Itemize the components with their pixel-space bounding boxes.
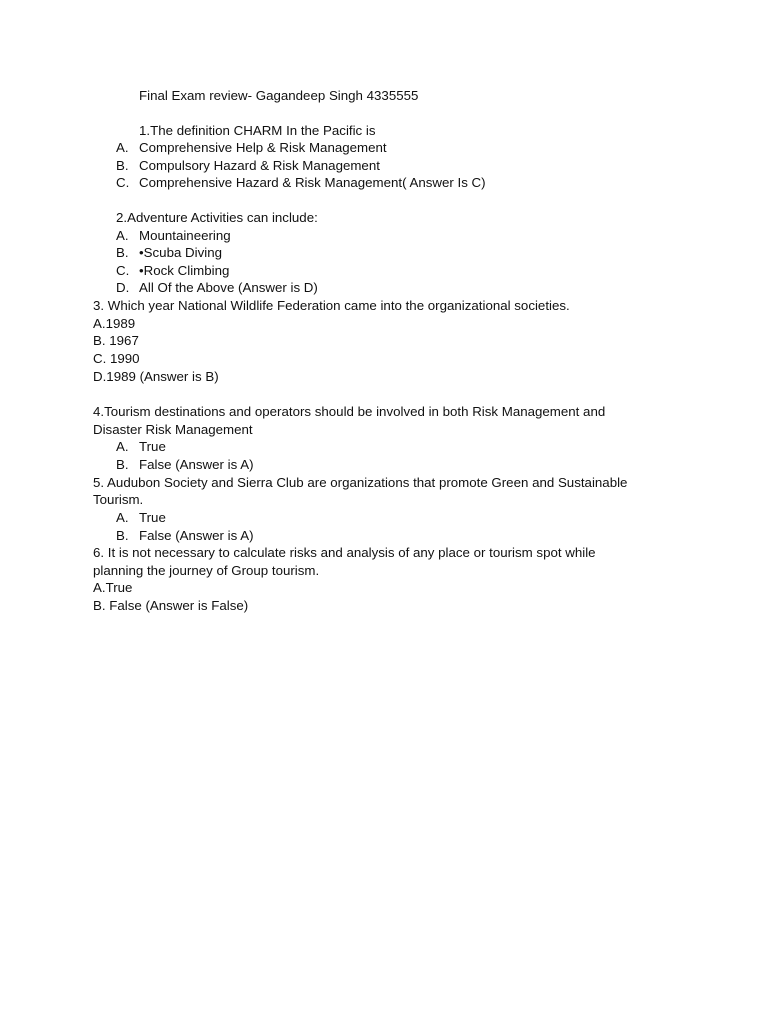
- option-marker: A.: [116, 510, 129, 525]
- question-4-line-1: 4.Tourism destinations and operators should be involved in both Risk Management and: [93, 404, 606, 419]
- question-6-line-2: planning the journey of Group tourism.: [93, 563, 320, 578]
- question-3: 3. Which year National Wildlife Federation came into the organizational societies.: [93, 298, 570, 313]
- question-6-line-1: 6. It is not necessary to calculate risks and analysis of any place or tourism spot while: [93, 545, 596, 560]
- q3-option-a: A.1989: [93, 316, 136, 331]
- q3-option-b: B. 1967: [93, 333, 139, 348]
- q6-option-a: A.True: [93, 580, 133, 595]
- option-text: True: [139, 510, 166, 525]
- option-text: False (Answer is A): [139, 457, 254, 472]
- option-marker: A.: [116, 439, 129, 454]
- option-text: True: [139, 439, 166, 454]
- q6-option-b: B. False (Answer is False): [93, 598, 249, 613]
- option-marker: B.: [116, 245, 129, 260]
- option-text: Comprehensive Hazard & Risk Management( Answer Is C): [139, 175, 486, 190]
- question-4-line-2: Disaster Risk Management: [93, 422, 253, 437]
- option-text: Comprehensive Help & Risk Management: [139, 140, 387, 155]
- q3-option-c: C. 1990: [93, 351, 140, 366]
- option-marker: B.: [116, 457, 129, 472]
- option-text: False (Answer is A): [139, 528, 254, 543]
- question-5-line-2: Tourism.: [93, 492, 144, 507]
- option-marker: C.: [116, 263, 130, 278]
- question-1: 1.The definition CHARM In the Pacific is: [139, 123, 376, 138]
- q3-option-d: D.1989 (Answer is B): [93, 369, 219, 384]
- option-marker: D.: [116, 280, 130, 295]
- option-marker: C.: [116, 175, 130, 190]
- option-text: Mountaineering: [139, 228, 231, 243]
- document-title: Final Exam review- Gagandeep Singh 4335555: [139, 88, 419, 103]
- option-marker: A.: [116, 228, 129, 243]
- question-5-line-1: 5. Audubon Society and Sierra Club are organizations that promote Green and Sustainable: [93, 475, 628, 490]
- option-text: Compulsory Hazard & Risk Management: [139, 158, 380, 173]
- option-marker: B.: [116, 158, 129, 173]
- option-text: •Scuba Diving: [139, 245, 223, 260]
- option-text: •Rock Climbing: [139, 263, 230, 278]
- option-marker: A.: [116, 140, 129, 155]
- question-2: 2.Adventure Activities can include:: [116, 210, 318, 225]
- option-text: All Of the Above (Answer is D): [139, 280, 318, 295]
- option-marker: B.: [116, 528, 129, 543]
